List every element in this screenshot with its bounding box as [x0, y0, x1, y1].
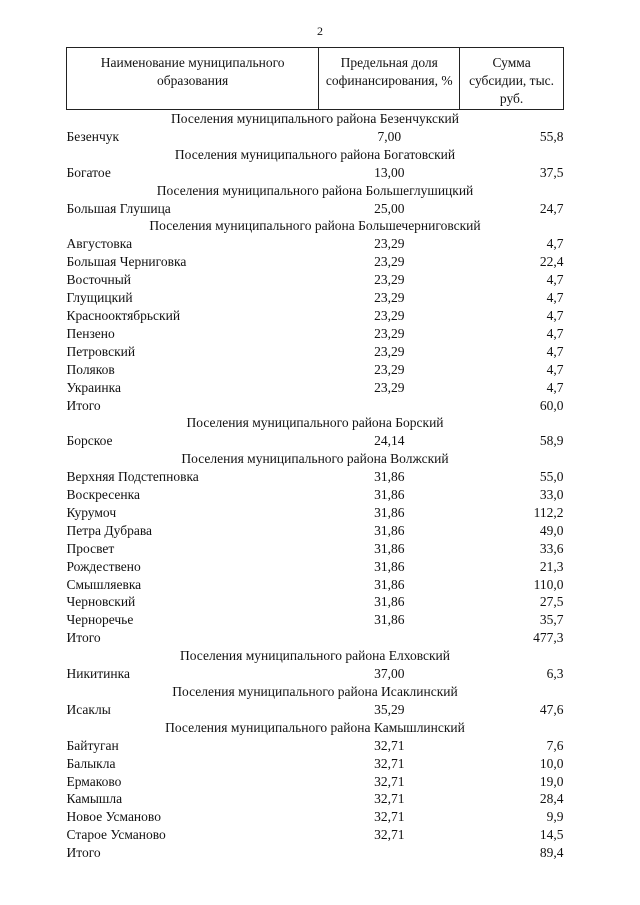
section-title: Поселения муниципального района Елховский	[179, 648, 451, 664]
table-row	[67, 808, 564, 826]
settlement-name: Августовка	[66, 236, 133, 252]
section-header-row	[67, 217, 564, 235]
settlement-name: Исаклы	[66, 701, 111, 717]
section-header-row	[67, 110, 564, 128]
table-row	[67, 593, 564, 611]
settlement-name: Итого	[66, 397, 101, 413]
subsidy-amount: 35,7	[539, 612, 564, 628]
cofinancing-share: 23,29	[374, 307, 405, 323]
subsidy-amount: 9,9	[546, 809, 564, 825]
settlement-name: Украинка	[66, 379, 121, 395]
table-row	[67, 665, 564, 683]
section-title: Поселения муниципального района Камышлинский	[165, 719, 465, 735]
subsidy-amount: 4,7	[546, 290, 564, 306]
section-header-row	[67, 414, 564, 432]
subsidy-amount: 24,7	[539, 200, 564, 216]
total-row	[67, 397, 564, 415]
page-number: 2	[317, 24, 323, 38]
cofinancing-share: 23,29	[374, 236, 405, 252]
section-header-row	[67, 182, 564, 200]
settlement-name: Никитинка	[66, 666, 130, 682]
cofinancing-share	[319, 844, 460, 862]
cofinancing-share: 25,00	[374, 200, 405, 216]
settlement-name: Воскресенка	[66, 487, 140, 503]
settlement-name: Восточный	[66, 272, 132, 288]
settlement-name: Старое Усманово	[66, 827, 166, 843]
settlement-name: Богатое	[66, 164, 111, 180]
subsidy-amount: 4,7	[546, 361, 564, 377]
settlement-name: Большая Черниговка	[66, 254, 187, 270]
settlement-name: Рождествено	[66, 558, 141, 574]
settlement-name: Камышла	[66, 791, 123, 807]
cofinancing-share: 7,00	[377, 128, 402, 144]
section-title: Поселения муниципального района Большечерниговский	[149, 218, 481, 234]
settlement-name: Смышляевка	[66, 576, 142, 592]
settlement-name: Краснооктябрьский	[66, 307, 181, 323]
cofinancing-share: 31,86	[374, 504, 405, 520]
cofinancing-share: 23,29	[374, 325, 405, 341]
subsidy-amount: 47,6	[539, 701, 564, 717]
table-row	[67, 271, 564, 289]
cofinancing-share: 23,29	[374, 254, 405, 270]
settlement-name: Поляков	[66, 361, 115, 377]
section-title: Поселения муниципального района Безенчукский	[171, 111, 459, 126]
table-row	[67, 307, 564, 325]
cofinancing-share: 23,29	[374, 290, 405, 306]
subsidy-amount: 49,0	[539, 522, 564, 538]
settlement-name: Ермаково	[66, 773, 122, 789]
table-row	[67, 504, 564, 522]
cofinancing-share: 31,86	[374, 558, 405, 574]
table-row	[67, 343, 564, 361]
cofinancing-share: 31,86	[374, 594, 405, 610]
settlement-name: Итого	[66, 845, 101, 861]
table-row	[67, 235, 564, 253]
table-row	[67, 790, 564, 808]
section-title: Поселения муниципального района Богатовский	[174, 146, 456, 162]
cofinancing-share: 32,71	[374, 737, 405, 753]
cofinancing-share: 23,29	[374, 379, 405, 395]
subsidy-amount: 4,7	[546, 325, 564, 341]
cofinancing-share: 31,86	[374, 522, 405, 538]
section-header-row	[67, 683, 564, 701]
settlement-name: Новое Усманово	[66, 809, 161, 825]
table-row	[67, 773, 564, 791]
header-cofinancing-share: Предельная доля софинансирования, %	[319, 48, 460, 110]
cofinancing-share: 32,71	[374, 773, 405, 789]
subsidy-amount: 89,4	[539, 845, 564, 861]
cofinancing-share: 23,29	[374, 272, 405, 288]
subsidy-amount: 28,4	[539, 791, 564, 807]
cofinancing-share	[319, 397, 460, 415]
section-title: Поселения муниципального района Большеглушицкий	[156, 182, 474, 198]
cofinancing-share: 32,71	[374, 827, 405, 843]
total-row	[67, 844, 564, 862]
table-row	[67, 468, 564, 486]
settlement-name: Петра Дубрава	[66, 522, 153, 538]
subsidy-amount: 4,7	[546, 307, 564, 323]
section-header-row	[67, 450, 564, 468]
settlement-name: Черновский	[66, 594, 136, 610]
subsidy-amount: 37,5	[539, 164, 564, 180]
subsidy-amount: 33,0	[539, 487, 564, 503]
table-row	[67, 737, 564, 755]
table-row	[67, 128, 564, 146]
settlement-name: Борское	[66, 433, 113, 449]
settlement-name: Просвет	[66, 540, 115, 556]
cofinancing-share: 32,71	[374, 809, 405, 825]
subsidy-amount: 477,3	[533, 630, 564, 646]
cofinancing-share: 23,29	[374, 343, 405, 359]
subsidy-amount: 7,6	[546, 737, 564, 753]
table-row	[67, 432, 564, 450]
settlement-name: Петровский	[66, 343, 136, 359]
cofinancing-share: 35,29	[374, 701, 405, 717]
settlement-name: Байтуган	[66, 737, 119, 753]
table-body	[67, 110, 564, 863]
cofinancing-share: 31,86	[374, 487, 405, 503]
table-row	[67, 325, 564, 343]
table-header	[67, 48, 564, 110]
table-row	[67, 164, 564, 182]
subsidy-amount: 4,7	[546, 272, 564, 288]
settlement-name: Безенчук	[66, 128, 120, 144]
settlement-name: Пензено	[66, 325, 115, 341]
settlement-name: Большая Глушица	[66, 200, 171, 216]
cofinancing-share: 32,71	[374, 791, 405, 807]
table-row	[67, 253, 564, 271]
subsidy-amount: 58,9	[539, 433, 564, 449]
settlement-name: Верхняя Подстепновка	[66, 469, 199, 485]
subsidy-amount: 55,8	[539, 128, 564, 144]
subsidy-amount: 14,5	[539, 827, 564, 843]
settlement-name: Глущицкий	[66, 290, 133, 306]
header-municipality: Наименование муниципального образования	[67, 48, 319, 110]
table-row	[67, 576, 564, 594]
subsidy-amount: 4,7	[546, 343, 564, 359]
table-row	[67, 701, 564, 719]
subsidy-amount: 112,2	[533, 504, 564, 520]
subsidy-amount: 27,5	[539, 594, 564, 610]
subsidy-amount: 21,3	[539, 558, 564, 574]
table-row	[67, 379, 564, 397]
table-row	[67, 826, 564, 844]
cofinancing-share: 31,86	[374, 576, 405, 592]
cofinancing-share: 24,14	[374, 433, 405, 449]
section-header-row	[67, 647, 564, 665]
section-title: Поселения муниципального района Борский	[186, 415, 444, 431]
cofinancing-share: 32,71	[374, 755, 405, 771]
table-row	[67, 558, 564, 576]
subsidy-amount: 22,4	[539, 254, 564, 270]
subsidy-amount: 33,6	[539, 540, 564, 556]
settlement-name: Балыкла	[66, 755, 116, 771]
cofinancing-share: 23,29	[374, 361, 405, 377]
table-row	[67, 540, 564, 558]
cofinancing-share: 37,00	[374, 666, 405, 682]
table-row	[67, 361, 564, 379]
settlement-name: Итого	[66, 630, 101, 646]
subsidy-amount: 4,7	[546, 236, 564, 252]
table-row	[67, 611, 564, 629]
table-row	[67, 289, 564, 307]
cofinancing-share: 31,86	[374, 469, 405, 485]
subsidy-table	[66, 47, 564, 862]
settlement-name: Черноречье	[66, 612, 134, 628]
subsidy-amount: 55,0	[539, 469, 564, 485]
cofinancing-share	[319, 629, 460, 647]
cofinancing-share: 13,00	[374, 164, 405, 180]
table-row	[67, 522, 564, 540]
cofinancing-share: 31,86	[374, 540, 405, 556]
section-title: Поселения муниципального района Исаклинский	[172, 684, 458, 699]
subsidy-amount: 110,0	[533, 576, 564, 592]
table-row	[67, 200, 564, 218]
settlement-name: Курумоч	[66, 504, 117, 520]
table-row	[67, 486, 564, 504]
subsidy-amount: 60,0	[539, 397, 564, 413]
subsidy-amount: 19,0	[539, 773, 564, 789]
cofinancing-share: 31,86	[374, 612, 405, 628]
section-header-row	[67, 146, 564, 164]
subsidy-amount: 4,7	[546, 379, 564, 395]
table-row	[67, 755, 564, 773]
header-subsidy-amount: Сумма субсидии, тыс. руб.	[460, 48, 564, 110]
section-header-row	[67, 719, 564, 737]
subsidy-amount: 10,0	[539, 755, 564, 771]
section-title: Поселения муниципального района Волжский	[181, 451, 449, 467]
subsidy-amount: 6,3	[546, 666, 564, 682]
total-row	[67, 629, 564, 647]
